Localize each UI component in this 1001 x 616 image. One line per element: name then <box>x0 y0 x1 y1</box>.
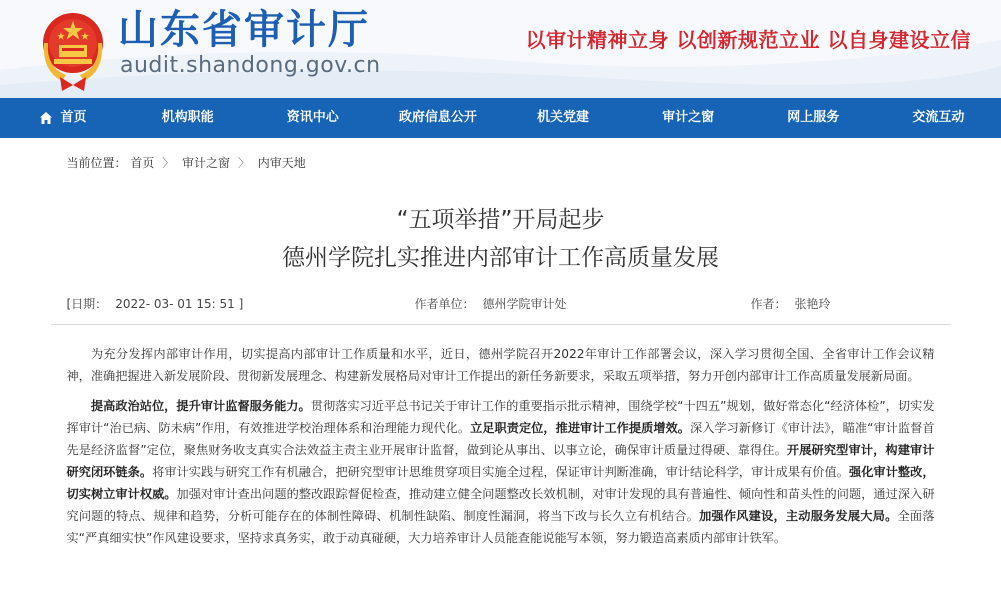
article-paragraph <box>67 395 935 549</box>
nav-item-interaction[interactable] <box>876 98 1001 138</box>
highlight-heading: 开展研究型审计，构建审计研究闭环链条。 <box>66 443 935 479</box>
article-meta <box>51 295 951 315</box>
article-paragraph: 为充分发挥内部审计作用，切实提高内部审计工作质量和水平，近日，德州学院召开2022年审计工作部署会议，深入学习贯彻全国、全省审计工作会议精神，准确把握进入新发展阶段、贯彻新发展理念、构建新发展格局对审计工作提出的新任务新要求，采取五项举措，努力开创内部审计工作高质量发展新局面。 <box>66 347 935 383</box>
highlight-heading: 加强作风建设，主动服务发展大局。 <box>699 509 898 523</box>
article-title-line1: “五项举措”开局起步 <box>396 207 605 233</box>
breadcrumb-internal-audit-link[interactable]: 内审天地 <box>257 156 306 170</box>
site-header <box>0 0 1001 98</box>
nav-item-label: 机构职能 <box>161 110 214 125</box>
article-unit <box>415 295 567 312</box>
nav-item-label: 审计之窗 <box>662 110 715 125</box>
author-value: 张艳玲 <box>794 297 831 311</box>
highlight-heading: 立足职责定位，推进审计工作提质增效。 <box>470 421 690 435</box>
nav-item-label: 政府信息公开 <box>398 110 477 125</box>
nav-item-audit-window[interactable] <box>626 98 751 138</box>
paragraph-text: 深入学习新修订《审计法》，瞄准“审计监督首先是经济监督”定位，聚焦财务收支真实合法效益主责主业开展审计监督，做到论从事出、以事立论，确保审计质量过得硬、靠得住。 <box>66 421 935 457</box>
author-label: 作者： <box>750 297 787 311</box>
article-date <box>67 295 244 312</box>
unit-label: 作者单位： <box>414 297 475 311</box>
breadcrumb <box>67 154 306 171</box>
site-slogan: 以审计精神立身 以创新规范立业 以自身建设立信 <box>525 28 971 52</box>
meta-divider <box>51 324 951 325</box>
nav-item-label: 交流互动 <box>912 110 965 125</box>
nav-item-online-service[interactable] <box>751 98 876 138</box>
nav-item-label: 首页 <box>60 110 87 125</box>
nav-item-home[interactable] <box>0 98 125 138</box>
nav-item-label: 网上服务 <box>787 110 840 125</box>
nav-item-functions[interactable] <box>125 98 250 138</box>
national-emblem-icon <box>40 5 106 93</box>
breadcrumb-prefix: 当前位置： <box>66 156 127 170</box>
site-name: 山东省审计厅 <box>118 6 370 53</box>
nav-item-party[interactable] <box>501 98 626 138</box>
article-title-line2: 德州学院扎实推进内部审计工作高质量发展 <box>282 245 719 271</box>
paragraph-text: 贯彻落实习近平总书记关于审计工作的重要指示批示精神，围绕学校“十四五”规划，做好常态化“经济体检”，切实发挥审计“治已病、防未病”作用，有效推进学校治理体系和治理能力现代化。 <box>66 399 935 435</box>
breadcrumb-home-link[interactable]: 首页 <box>130 156 155 170</box>
paragraph-text: 将审计实践与研究工作有机融合，把研究型审计思维贯穿项目实施全过程，保证审计判断准确，审计结论科学，审计成果有价值。 <box>152 465 849 479</box>
home-icon <box>39 111 53 125</box>
date-label: [日期： <box>66 297 108 311</box>
unit-value: 德州学院审计处 <box>482 297 567 311</box>
breadcrumb-separator: 〉 <box>237 156 250 170</box>
highlight-heading: 强化审计整改，切实树立审计权威。 <box>66 465 935 501</box>
nav-item-label: 资讯中心 <box>286 110 339 125</box>
paragraph-text: 全面落实“严真细实快”作风建设要求，坚持求真务实，敢于动真碰硬，大力培养审计人员能查能说能写本领，努力锻造高素质内部审计铁军。 <box>66 509 935 545</box>
highlight-heading: 提高政治站位，提升审计监督服务能力。 <box>90 399 311 413</box>
nav-item-label: 机关党建 <box>537 110 590 125</box>
article-body <box>67 343 935 557</box>
site-domain: audit.shandong.gov.cn <box>120 53 381 78</box>
breadcrumb-separator: 〉 <box>162 156 175 170</box>
article-author <box>751 295 831 312</box>
nav-item-news[interactable] <box>250 98 375 138</box>
paragraph-text: 加强对审计查出问题的整改跟踪督促检查，推动建立健全问题整改长效机制，对审计发现的具有普遍性、倾向性和苗头性的问题，通过深入研究问题的特点、规律和趋势，分析可能存在的体制性障碍、机制性缺陷、制度性漏洞，将当下改与长久立有机结合。 <box>66 487 935 523</box>
breadcrumb-audit-window-link[interactable]: 审计之窗 <box>182 156 231 170</box>
date-value: 2022- 03- 01 15: 51 ] <box>115 297 244 311</box>
nav-item-gov-info[interactable] <box>375 98 500 138</box>
main-nav <box>0 98 1001 138</box>
